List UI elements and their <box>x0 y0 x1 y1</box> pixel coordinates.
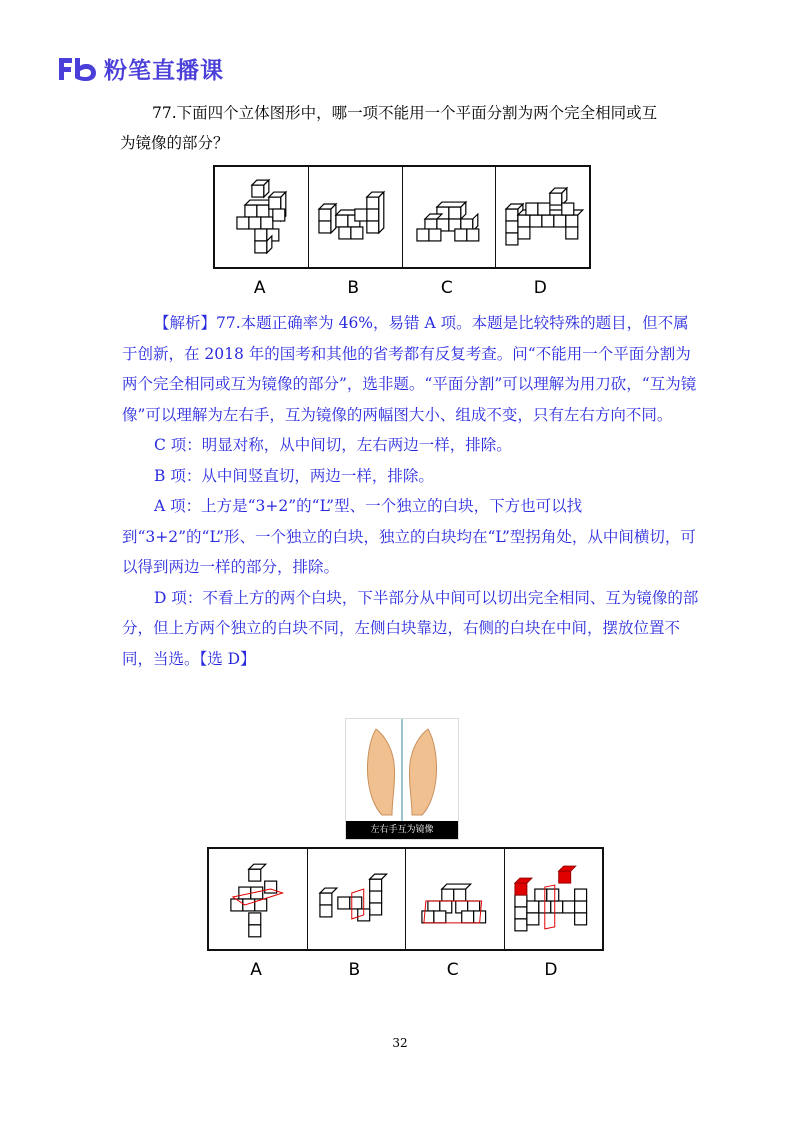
cube-stack-d-icon <box>496 167 589 267</box>
hands-caption: 左右手互为镜像 <box>346 821 458 839</box>
solution-c-figure <box>406 849 505 949</box>
page-number: 32 <box>392 1036 408 1050</box>
figure-2-labels <box>207 960 600 980</box>
figure-1-label-a: A <box>253 278 266 298</box>
logo-text: 粉笔直播课 <box>104 58 224 84</box>
cube-cut-d-icon <box>505 849 603 949</box>
hands-mirror-image <box>345 718 459 840</box>
analysis-paragraph-2: C 项：明显对称，从中间切，左右两边一样，排除。 <box>154 436 512 454</box>
cube-cut-c-icon <box>406 849 504 949</box>
brand-logo <box>56 52 224 85</box>
cube-cut-a-icon <box>209 849 307 949</box>
figure-options-panel <box>213 165 591 269</box>
figure-solution-panel <box>207 847 604 951</box>
option-d-figure <box>496 167 589 267</box>
option-c-figure <box>403 167 497 267</box>
mirrored-hands-icon <box>346 719 458 821</box>
solution-b-figure <box>308 849 407 949</box>
solution-d-figure <box>505 849 603 949</box>
cube-stack-b-icon <box>309 167 402 267</box>
solution-a-figure <box>209 849 308 949</box>
figure-2-label-d: D <box>544 960 558 980</box>
question-text <box>120 98 700 158</box>
figure-1-label-b: B <box>347 278 360 298</box>
question-line-2: 为镜像的部分？ <box>120 134 229 152</box>
figure-2-label-a: A <box>250 960 262 980</box>
analysis-paragraph-1: 【解析】77.本题正确率为 46%，易错 A 项。本题是比较特殊的题目，但不属于创新，在 2018 年的国考和其他的省考都有反复考查。问“不能用一个平面分割为两个完全相同或互为镜像的部分”，选非题。“平面分割”可以理解为用刀砍，“互为镜像”可以理解为左右手，互为镜像的两幅图大小、组成不变，只有左右方向不同。 <box>122 314 697 424</box>
analysis-paragraph-5: D 项：不看上方的两个白块，下半部分从中间可以切出完全相同、互为镜像的部分，但上方两个独立的白块不同，左侧白块靠边，右侧的白块在中间，摆放位置不同，当选。【选 D】 <box>122 588 699 668</box>
option-a-figure <box>215 167 309 267</box>
figure-1-label-d: D <box>533 278 547 298</box>
question-line-1: 77.下面四个立体图形中，哪一项不能用一个平面分割为两个完全相同或互 <box>152 104 658 122</box>
figure-2-label-c: C <box>446 960 459 980</box>
analysis-block <box>122 308 702 674</box>
figure-1-label-c: C <box>440 278 453 298</box>
cube-stack-a-icon <box>215 167 308 267</box>
figure-2-label-b: B <box>348 960 361 980</box>
analysis-paragraph-3: B 项：从中间竖直切，两边一样，排除。 <box>154 466 434 485</box>
analysis-paragraph-4: A 项：上方是“3+2”的“L”型、一个独立的白块，下方也可以找到“3+2”的“L”形、一个独立的白块，独立的白块均在“L”型拐角处，从中间横切，可以得到两边一样的部分，排除。 <box>122 497 696 576</box>
cube-cut-b-icon <box>308 849 406 949</box>
cube-stack-c-icon <box>403 167 496 267</box>
fb-logo-icon <box>56 56 98 82</box>
option-b-figure <box>309 167 403 267</box>
figure-1-labels <box>213 278 587 298</box>
